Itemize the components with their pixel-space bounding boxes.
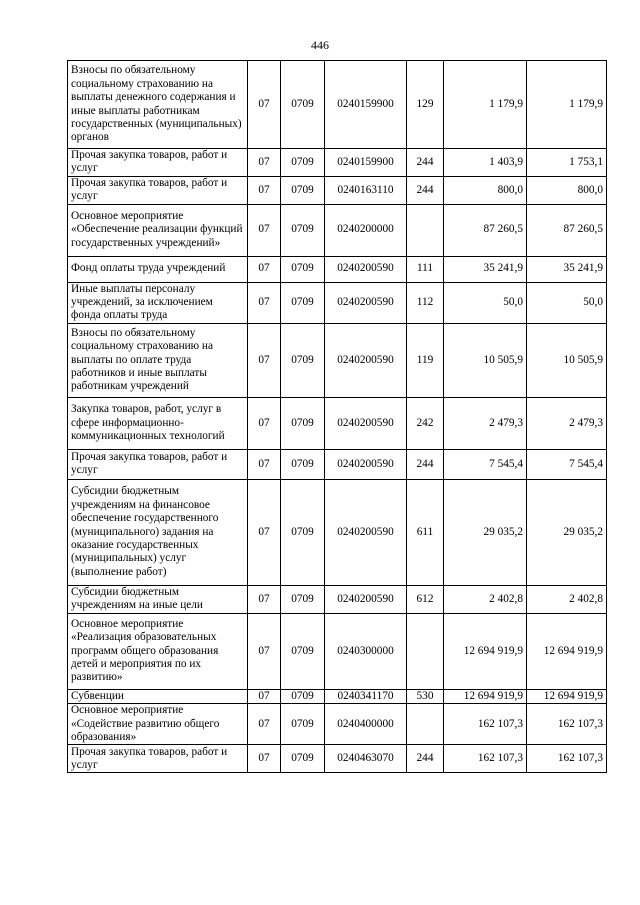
row-amount-1: 800,0 <box>444 176 527 204</box>
row-name: Взносы по обязательному социальному страхованию на выплаты по оплате труда работников и иные выплаты работникам учреждений <box>68 323 248 397</box>
row-name: Взносы по обязательному социальному страхованию на выплаты денежного содержания и иные выплаты работникам государственных (муниципальных) органов <box>68 61 248 149</box>
row-section: 07 <box>248 585 281 613</box>
row-expense-type: 530 <box>407 689 444 703</box>
table-row <box>68 745 607 773</box>
row-name: Основное мероприятие «Обеспечение реализации функций государственных учреждений» <box>68 204 248 256</box>
table-row <box>68 479 607 585</box>
page-number: 446 <box>311 38 329 52</box>
row-subsection: 0709 <box>281 613 325 689</box>
row-amount-2: 10 505,9 <box>527 323 607 397</box>
row-expense-type <box>407 204 444 256</box>
row-expense-type <box>407 613 444 689</box>
row-target-code: 0240200590 <box>325 282 407 323</box>
row-name: Субвенции <box>68 689 248 703</box>
row-target-code: 0240200590 <box>325 449 407 479</box>
row-subsection: 0709 <box>281 704 325 745</box>
table-row <box>68 704 607 745</box>
row-amount-1: 7 545,4 <box>444 449 527 479</box>
row-section: 07 <box>248 689 281 703</box>
row-name: Субсидии бюджетным учреждениям на финансовое обеспечение государственного (муниципального) задания на оказание государственных (муниципальных) услуг (выполнение работ) <box>68 479 248 585</box>
row-amount-1: 1 179,9 <box>444 61 527 149</box>
row-expense-type: 111 <box>407 256 444 282</box>
row-subsection: 0709 <box>281 61 325 149</box>
row-amount-2: 29 035,2 <box>527 479 607 585</box>
row-section: 07 <box>248 149 281 177</box>
row-expense-type: 611 <box>407 479 444 585</box>
row-amount-1: 2 402,8 <box>444 585 527 613</box>
row-expense-type: 612 <box>407 585 444 613</box>
table-row <box>68 449 607 479</box>
table-row <box>68 613 607 689</box>
row-amount-2: 1 753,1 <box>527 149 607 177</box>
row-subsection: 0709 <box>281 449 325 479</box>
row-section: 07 <box>248 745 281 773</box>
row-amount-2: 12 694 919,9 <box>527 613 607 689</box>
row-amount-2: 35 241,9 <box>527 256 607 282</box>
row-section: 07 <box>248 204 281 256</box>
row-subsection: 0709 <box>281 149 325 177</box>
row-target-code: 0240200590 <box>325 479 407 585</box>
row-section: 07 <box>248 256 281 282</box>
row-amount-1: 2 479,3 <box>444 397 527 449</box>
row-subsection: 0709 <box>281 745 325 773</box>
row-amount-2: 2 402,8 <box>527 585 607 613</box>
row-section: 07 <box>248 449 281 479</box>
row-name: Фонд оплаты труда учреждений <box>68 256 248 282</box>
row-name: Закупка товаров, работ, услуг в сфере информационно-коммуникационных технологий <box>68 397 248 449</box>
row-amount-1: 12 694 919,9 <box>444 613 527 689</box>
row-amount-1: 87 260,5 <box>444 204 527 256</box>
row-amount-2: 50,0 <box>527 282 607 323</box>
row-expense-type <box>407 704 444 745</box>
row-amount-1: 35 241,9 <box>444 256 527 282</box>
row-subsection: 0709 <box>281 256 325 282</box>
row-target-code: 0240463070 <box>325 745 407 773</box>
table-row <box>68 689 607 703</box>
row-amount-1: 29 035,2 <box>444 479 527 585</box>
row-amount-2: 162 107,3 <box>527 745 607 773</box>
row-target-code: 0240200590 <box>325 323 407 397</box>
row-amount-2: 162 107,3 <box>527 704 607 745</box>
table-row <box>68 149 607 177</box>
table-row <box>68 176 607 204</box>
row-amount-2: 1 179,9 <box>527 61 607 149</box>
row-target-code: 0240200590 <box>325 397 407 449</box>
table-row <box>68 61 607 149</box>
row-section: 07 <box>248 704 281 745</box>
row-amount-2: 87 260,5 <box>527 204 607 256</box>
row-target-code: 0240400000 <box>325 704 407 745</box>
row-target-code: 0240159900 <box>325 61 407 149</box>
row-subsection: 0709 <box>281 204 325 256</box>
row-name: Прочая закупка товаров, работ и услуг <box>68 745 248 773</box>
row-section: 07 <box>248 61 281 149</box>
row-subsection: 0709 <box>281 479 325 585</box>
row-section: 07 <box>248 479 281 585</box>
row-name: Основное мероприятие «Реализация образовательных программ общего образования детей и мероприятия по их развитию» <box>68 613 248 689</box>
row-amount-2: 7 545,4 <box>527 449 607 479</box>
row-expense-type: 112 <box>407 282 444 323</box>
row-amount-2: 2 479,3 <box>527 397 607 449</box>
row-name: Иные выплаты персоналу учреждений, за исключением фонда оплаты труда <box>68 282 248 323</box>
row-target-code: 0240159900 <box>325 149 407 177</box>
row-expense-type: 244 <box>407 149 444 177</box>
row-expense-type: 242 <box>407 397 444 449</box>
table-row <box>68 323 607 397</box>
row-name: Прочая закупка товаров, работ и услуг <box>68 176 248 204</box>
row-section: 07 <box>248 282 281 323</box>
row-section: 07 <box>248 176 281 204</box>
row-expense-type: 119 <box>407 323 444 397</box>
row-amount-2: 12 694 919,9 <box>527 689 607 703</box>
row-expense-type: 244 <box>407 176 444 204</box>
row-section: 07 <box>248 397 281 449</box>
row-amount-1: 12 694 919,9 <box>444 689 527 703</box>
row-target-code: 0240300000 <box>325 613 407 689</box>
row-section: 07 <box>248 323 281 397</box>
row-subsection: 0709 <box>281 323 325 397</box>
table-row <box>68 282 607 323</box>
row-subsection: 0709 <box>281 397 325 449</box>
row-amount-2: 800,0 <box>527 176 607 204</box>
row-subsection: 0709 <box>281 689 325 703</box>
budget-table <box>67 60 607 773</box>
row-expense-type: 244 <box>407 449 444 479</box>
row-subsection: 0709 <box>281 585 325 613</box>
row-amount-1: 162 107,3 <box>444 704 527 745</box>
table-row <box>68 256 607 282</box>
row-subsection: 0709 <box>281 176 325 204</box>
row-amount-1: 1 403,9 <box>444 149 527 177</box>
row-target-code: 0240200000 <box>325 204 407 256</box>
row-target-code: 0240163110 <box>325 176 407 204</box>
row-target-code: 0240200590 <box>325 585 407 613</box>
table-row <box>68 585 607 613</box>
row-name: Прочая закупка товаров, работ и услуг <box>68 449 248 479</box>
row-expense-type: 129 <box>407 61 444 149</box>
table-row <box>68 204 607 256</box>
row-name: Основное мероприятие «Содействие развитию общего образования» <box>68 704 248 745</box>
row-amount-1: 10 505,9 <box>444 323 527 397</box>
row-subsection: 0709 <box>281 282 325 323</box>
row-amount-1: 162 107,3 <box>444 745 527 773</box>
row-target-code: 0240341170 <box>325 689 407 703</box>
row-name: Субсидии бюджетным учреждениям на иные цели <box>68 585 248 613</box>
row-name: Прочая закупка товаров, работ и услуг <box>68 149 248 177</box>
row-expense-type: 244 <box>407 745 444 773</box>
row-section: 07 <box>248 613 281 689</box>
row-target-code: 0240200590 <box>325 256 407 282</box>
table-row <box>68 397 607 449</box>
row-amount-1: 50,0 <box>444 282 527 323</box>
